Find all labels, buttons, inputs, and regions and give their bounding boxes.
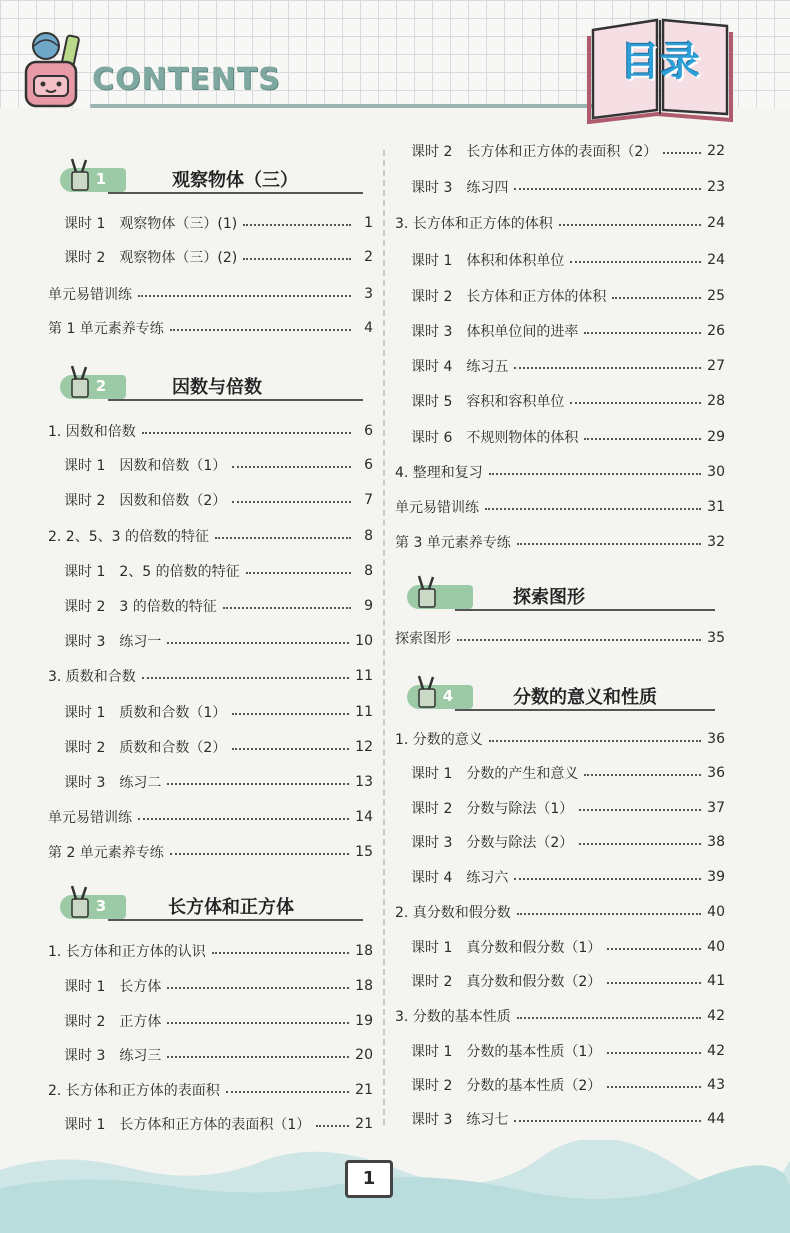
toc-entry-page: 37 <box>707 800 725 816</box>
toc-entry[interactable] <box>48 630 373 652</box>
toc-entry-label: 课时 2 观察物体（三）(2) <box>64 250 238 266</box>
toc-entry-label: 第 1 单元素养专练 <box>48 321 164 337</box>
toc-entry-page: 4 <box>364 320 373 336</box>
leader-dots <box>570 402 701 404</box>
toc-entry[interactable] <box>48 736 373 758</box>
toc-entry-label: 课时 6 不规则物体的体积 <box>411 430 579 446</box>
toc-entry-page: 24 <box>707 215 725 231</box>
unit-number: 3 <box>95 897 107 915</box>
toc-entry-label: 课时 2 长方体和正方体的体积 <box>411 289 607 305</box>
toc-entry[interactable] <box>48 665 373 687</box>
unit-heading-explore <box>395 575 725 613</box>
toc-entry-label: 课时 3 练习四 <box>411 180 509 196</box>
toc-entry-page: 31 <box>707 499 725 515</box>
toc-entry-label: 课时 2 分数的基本性质（2） <box>411 1078 602 1094</box>
leader-dots <box>517 543 701 545</box>
toc-entry[interactable] <box>395 1040 725 1062</box>
leader-dots <box>232 466 351 468</box>
toc-entry[interactable] <box>48 940 373 962</box>
toc-entry-label: 3. 分数的基本性质 <box>395 1009 511 1025</box>
leader-dots <box>607 948 701 950</box>
leader-dots <box>232 713 349 715</box>
leader-dots <box>212 952 349 954</box>
toc-entry-label: 课时 2 正方体 <box>64 1014 162 1030</box>
leader-dots <box>142 432 351 434</box>
toc-entry-page: 39 <box>707 869 725 885</box>
unit-title: 因数与倍数 <box>172 377 262 398</box>
toc-entry-page: 11 <box>355 668 373 684</box>
toc-entry-page: 15 <box>355 844 373 860</box>
toc-entry-label: 探索图形 <box>395 631 451 647</box>
toc-entry[interactable] <box>48 317 373 339</box>
toc-entry-page: 18 <box>355 978 373 994</box>
toc-entry-page: 40 <box>707 939 725 955</box>
unit-heading-1 <box>48 158 373 196</box>
toc-entry[interactable] <box>395 531 725 553</box>
leader-dots <box>579 843 701 845</box>
leader-dots <box>489 740 701 742</box>
toc-entry-page: 41 <box>707 973 725 989</box>
toc-entry-label: 课时 2 3 的倍数的特征 <box>64 599 217 615</box>
leader-dots <box>138 295 351 297</box>
toc-entry-label: 课时 1 分数的产生和意义 <box>411 766 579 782</box>
toc-entry-page: 13 <box>355 774 373 790</box>
toc-entry-label: 课时 3 体积单位间的进率 <box>411 324 579 340</box>
leader-dots <box>457 639 701 641</box>
toc-entry[interactable] <box>48 771 373 793</box>
leader-dots <box>514 878 701 880</box>
leader-dots <box>607 1086 701 1088</box>
toc-entry[interactable] <box>395 426 725 448</box>
toc-entry-page: 29 <box>707 429 725 445</box>
leader-dots <box>517 913 701 915</box>
leader-dots <box>489 473 701 475</box>
leader-dots <box>243 258 351 260</box>
toc-entry-page: 12 <box>355 739 373 755</box>
unit-title: 观察物体（三） <box>172 170 298 191</box>
toc-entry[interactable] <box>395 1108 725 1130</box>
toc-entry[interactable] <box>395 249 725 271</box>
leader-dots <box>226 1091 349 1093</box>
toc-entry-label: 课时 1 真分数和假分数（1） <box>411 940 602 956</box>
unit-heading-3 <box>48 885 373 923</box>
toc-entry[interactable] <box>395 762 725 784</box>
toc-entry-label: 课时 2 真分数和假分数（2） <box>411 974 602 990</box>
toc-entry-page: 25 <box>707 288 725 304</box>
leader-dots <box>663 152 701 154</box>
leader-dots <box>559 224 701 226</box>
toc-entry[interactable] <box>48 1113 373 1135</box>
toc-entry-page: 23 <box>707 179 725 195</box>
toc-entry-page: 42 <box>707 1008 725 1024</box>
unit-number: 1 <box>95 170 107 188</box>
toc-entry-page: 43 <box>707 1077 725 1093</box>
toc-entry[interactable] <box>48 560 373 582</box>
toc-entry[interactable] <box>48 1010 373 1032</box>
toc-entry-label: 课时 4 练习六 <box>411 870 509 886</box>
toc-entry[interactable] <box>395 936 725 958</box>
toc-entry-label: 3. 长方体和正方体的体积 <box>395 216 553 232</box>
toc-entry-page: 10 <box>355 633 373 649</box>
toc-entry-label: 课时 3 分数与除法（2） <box>411 835 574 851</box>
toc-entry-label: 课时 1 观察物体（三）(1) <box>64 216 238 232</box>
toc-entry[interactable] <box>48 525 373 547</box>
page-title: 目录 <box>620 39 700 85</box>
toc-entry-page: 35 <box>707 630 725 646</box>
leader-dots <box>607 982 701 984</box>
leader-dots <box>232 748 349 750</box>
toc-entry-label: 课时 1 长方体 <box>64 979 162 995</box>
toc-entry[interactable] <box>48 1079 373 1101</box>
toc-entry-label: 4. 整理和复习 <box>395 465 483 481</box>
unit-underline <box>455 709 715 711</box>
toc-entry[interactable] <box>395 212 725 234</box>
leader-dots <box>167 1022 349 1024</box>
toc-entry-label: 第 3 单元素养专练 <box>395 535 511 551</box>
toc-entry[interactable] <box>48 841 373 863</box>
leader-dots <box>243 224 351 226</box>
toc-entry-page: 22 <box>707 143 725 159</box>
toc-entry-page: 44 <box>707 1111 725 1127</box>
toc-entry[interactable] <box>48 283 373 305</box>
toc-entry-page: 40 <box>707 904 725 920</box>
toc-entry[interactable] <box>395 355 725 377</box>
toc-entry-label: 课时 2 因数和倍数（2） <box>64 493 227 509</box>
toc-entry-page: 24 <box>707 252 725 268</box>
toc-entry-label: 课时 1 长方体和正方体的表面积（1） <box>64 1117 311 1133</box>
toc-entry-page: 8 <box>364 528 373 544</box>
leader-dots <box>223 607 351 609</box>
unit-underline <box>108 192 363 194</box>
toc-entry[interactable] <box>395 831 725 853</box>
toc-entry-page: 7 <box>364 492 373 508</box>
toc-entry-page: 21 <box>355 1116 373 1132</box>
leader-dots <box>570 261 701 263</box>
leader-dots <box>170 853 349 855</box>
toc-entry-label: 课时 1 分数的基本性质（1） <box>411 1044 602 1060</box>
leader-dots <box>142 677 349 679</box>
toc-entry[interactable] <box>48 454 373 476</box>
toc-entry-label: 课时 3 练习七 <box>411 1112 509 1128</box>
leader-dots <box>167 987 349 989</box>
leader-dots <box>514 367 701 369</box>
toc-entry-label: 单元易错训练 <box>48 810 132 826</box>
contents-underline <box>90 104 600 108</box>
toc-entry-page: 6 <box>364 423 373 439</box>
toc-entry-label: 2. 真分数和假分数 <box>395 905 511 921</box>
toc-entry[interactable] <box>395 390 725 412</box>
toc-entry-page: 26 <box>707 323 725 339</box>
toc-entry[interactable] <box>395 285 725 307</box>
leader-dots <box>232 501 351 503</box>
toc-entry-page: 28 <box>707 393 725 409</box>
column-divider <box>383 150 385 1125</box>
leader-dots <box>167 642 349 644</box>
toc-entry-label: 第 2 单元素养专练 <box>48 845 164 861</box>
unit-underline <box>108 919 363 921</box>
leader-dots <box>579 809 701 811</box>
toc-entry-page: 19 <box>355 1013 373 1029</box>
toc-entry-label: 课时 1 质数和合数（1） <box>64 705 227 721</box>
leader-dots <box>607 1052 701 1054</box>
toc-entry-page: 21 <box>355 1082 373 1098</box>
toc-entry[interactable] <box>395 901 725 923</box>
unit-title: 分数的意义和性质 <box>513 687 657 708</box>
toc-entry-label: 单元易错训练 <box>48 287 132 303</box>
toc-entry[interactable] <box>395 1074 725 1096</box>
unit-title: 长方体和正方体 <box>168 897 294 918</box>
page-number: 1 <box>345 1160 393 1198</box>
leader-dots <box>514 188 701 190</box>
toc-entry-page: 27 <box>707 358 725 374</box>
toc-entry[interactable] <box>48 806 373 828</box>
leader-dots <box>517 1017 701 1019</box>
toc-entry-page: 42 <box>707 1043 725 1059</box>
toc-entry[interactable] <box>395 970 725 992</box>
toc-entry-page: 3 <box>364 286 373 302</box>
leader-dots <box>584 774 701 776</box>
toc-entry-label: 课时 3 练习一 <box>64 634 162 650</box>
toc-entry-label: 课时 3 练习三 <box>64 1048 162 1064</box>
toc-entry[interactable] <box>48 420 373 442</box>
toc-entry[interactable] <box>48 246 373 268</box>
toc-entry-label: 1. 分数的意义 <box>395 732 483 748</box>
toc-entry-page: 11 <box>355 704 373 720</box>
toc-entry-page: 30 <box>707 464 725 480</box>
toc-entry-label: 课时 1 体积和体积单位 <box>411 253 565 269</box>
unit-underline <box>108 399 363 401</box>
leader-dots <box>167 783 349 785</box>
toc-entry-label: 课时 2 质数和合数（2） <box>64 740 227 756</box>
leader-dots <box>167 1056 349 1058</box>
toc-entry[interactable] <box>395 496 725 518</box>
toc-entry[interactable] <box>48 595 373 617</box>
toc-entry-label: 2. 2、5、3 的倍数的特征 <box>48 529 209 545</box>
toc-entry-label: 1. 因数和倍数 <box>48 424 136 440</box>
leader-dots <box>584 332 701 334</box>
toc-entry-label: 课时 2 长方体和正方体的表面积（2） <box>411 144 658 160</box>
unit-heading-4 <box>395 675 725 713</box>
toc-entry[interactable] <box>395 461 725 483</box>
leader-dots <box>215 537 351 539</box>
leader-dots <box>246 572 351 574</box>
toc-entry-page: 9 <box>364 598 373 614</box>
toc-entry[interactable] <box>48 701 373 723</box>
leader-dots <box>316 1125 349 1127</box>
toc-entry[interactable] <box>48 212 373 234</box>
toc-entry[interactable] <box>395 176 725 198</box>
unit-title: 探索图形 <box>513 587 585 608</box>
toc-entry-label: 3. 质数和合数 <box>48 669 136 685</box>
toc-entry[interactable] <box>48 975 373 997</box>
unit-number: 4 <box>442 687 454 705</box>
leader-dots <box>612 297 701 299</box>
toc-entry[interactable] <box>48 1044 373 1066</box>
leader-dots <box>584 438 701 440</box>
pencil-cup-icon <box>411 575 443 609</box>
backpack-mascot-icon <box>18 30 90 112</box>
toc-entry-page: 32 <box>707 534 725 550</box>
toc-entry-page: 20 <box>355 1047 373 1063</box>
toc-entry-label: 课时 5 容积和容积单位 <box>411 394 565 410</box>
toc-entry-page: 18 <box>355 943 373 959</box>
toc-entry-page: 8 <box>364 563 373 579</box>
toc-entry-label: 单元易错训练 <box>395 500 479 516</box>
toc-entry-page: 36 <box>707 765 725 781</box>
toc-entry-page: 36 <box>707 731 725 747</box>
toc-entry-page: 14 <box>355 809 373 825</box>
toc-entry-label: 课时 1 因数和倍数（1） <box>64 458 227 474</box>
toc-entry-label: 课时 2 分数与除法（1） <box>411 801 574 817</box>
toc-entry[interactable] <box>395 627 725 649</box>
toc-entry-page: 6 <box>364 457 373 473</box>
toc-entry-label: 2. 长方体和正方体的表面积 <box>48 1083 220 1099</box>
leader-dots <box>138 818 349 820</box>
toc-entry-label: 课时 3 练习二 <box>64 775 162 791</box>
contents-label: CONTENTS <box>92 62 281 97</box>
toc-entry[interactable] <box>395 1005 725 1027</box>
leader-dots <box>514 1120 701 1122</box>
unit-heading-2 <box>48 365 373 403</box>
leader-dots <box>485 508 701 510</box>
toc-entry-page: 38 <box>707 834 725 850</box>
leader-dots <box>170 329 351 331</box>
toc-entry[interactable] <box>395 320 725 342</box>
toc-entry-page: 2 <box>364 249 373 265</box>
toc-entry-label: 1. 长方体和正方体的认识 <box>48 944 206 960</box>
unit-number: 2 <box>95 377 107 395</box>
toc-entry-label: 课时 1 2、5 的倍数的特征 <box>64 564 240 580</box>
toc-entry[interactable] <box>395 797 725 819</box>
toc-entry-label: 课时 4 练习五 <box>411 359 509 375</box>
unit-underline <box>455 609 715 611</box>
toc-entry[interactable] <box>395 728 725 750</box>
toc-entry[interactable] <box>395 866 725 888</box>
footer-wave <box>0 1140 790 1233</box>
toc-entry[interactable] <box>395 140 725 162</box>
toc-entry[interactable] <box>48 489 373 511</box>
toc-entry-page: 1 <box>364 215 373 231</box>
